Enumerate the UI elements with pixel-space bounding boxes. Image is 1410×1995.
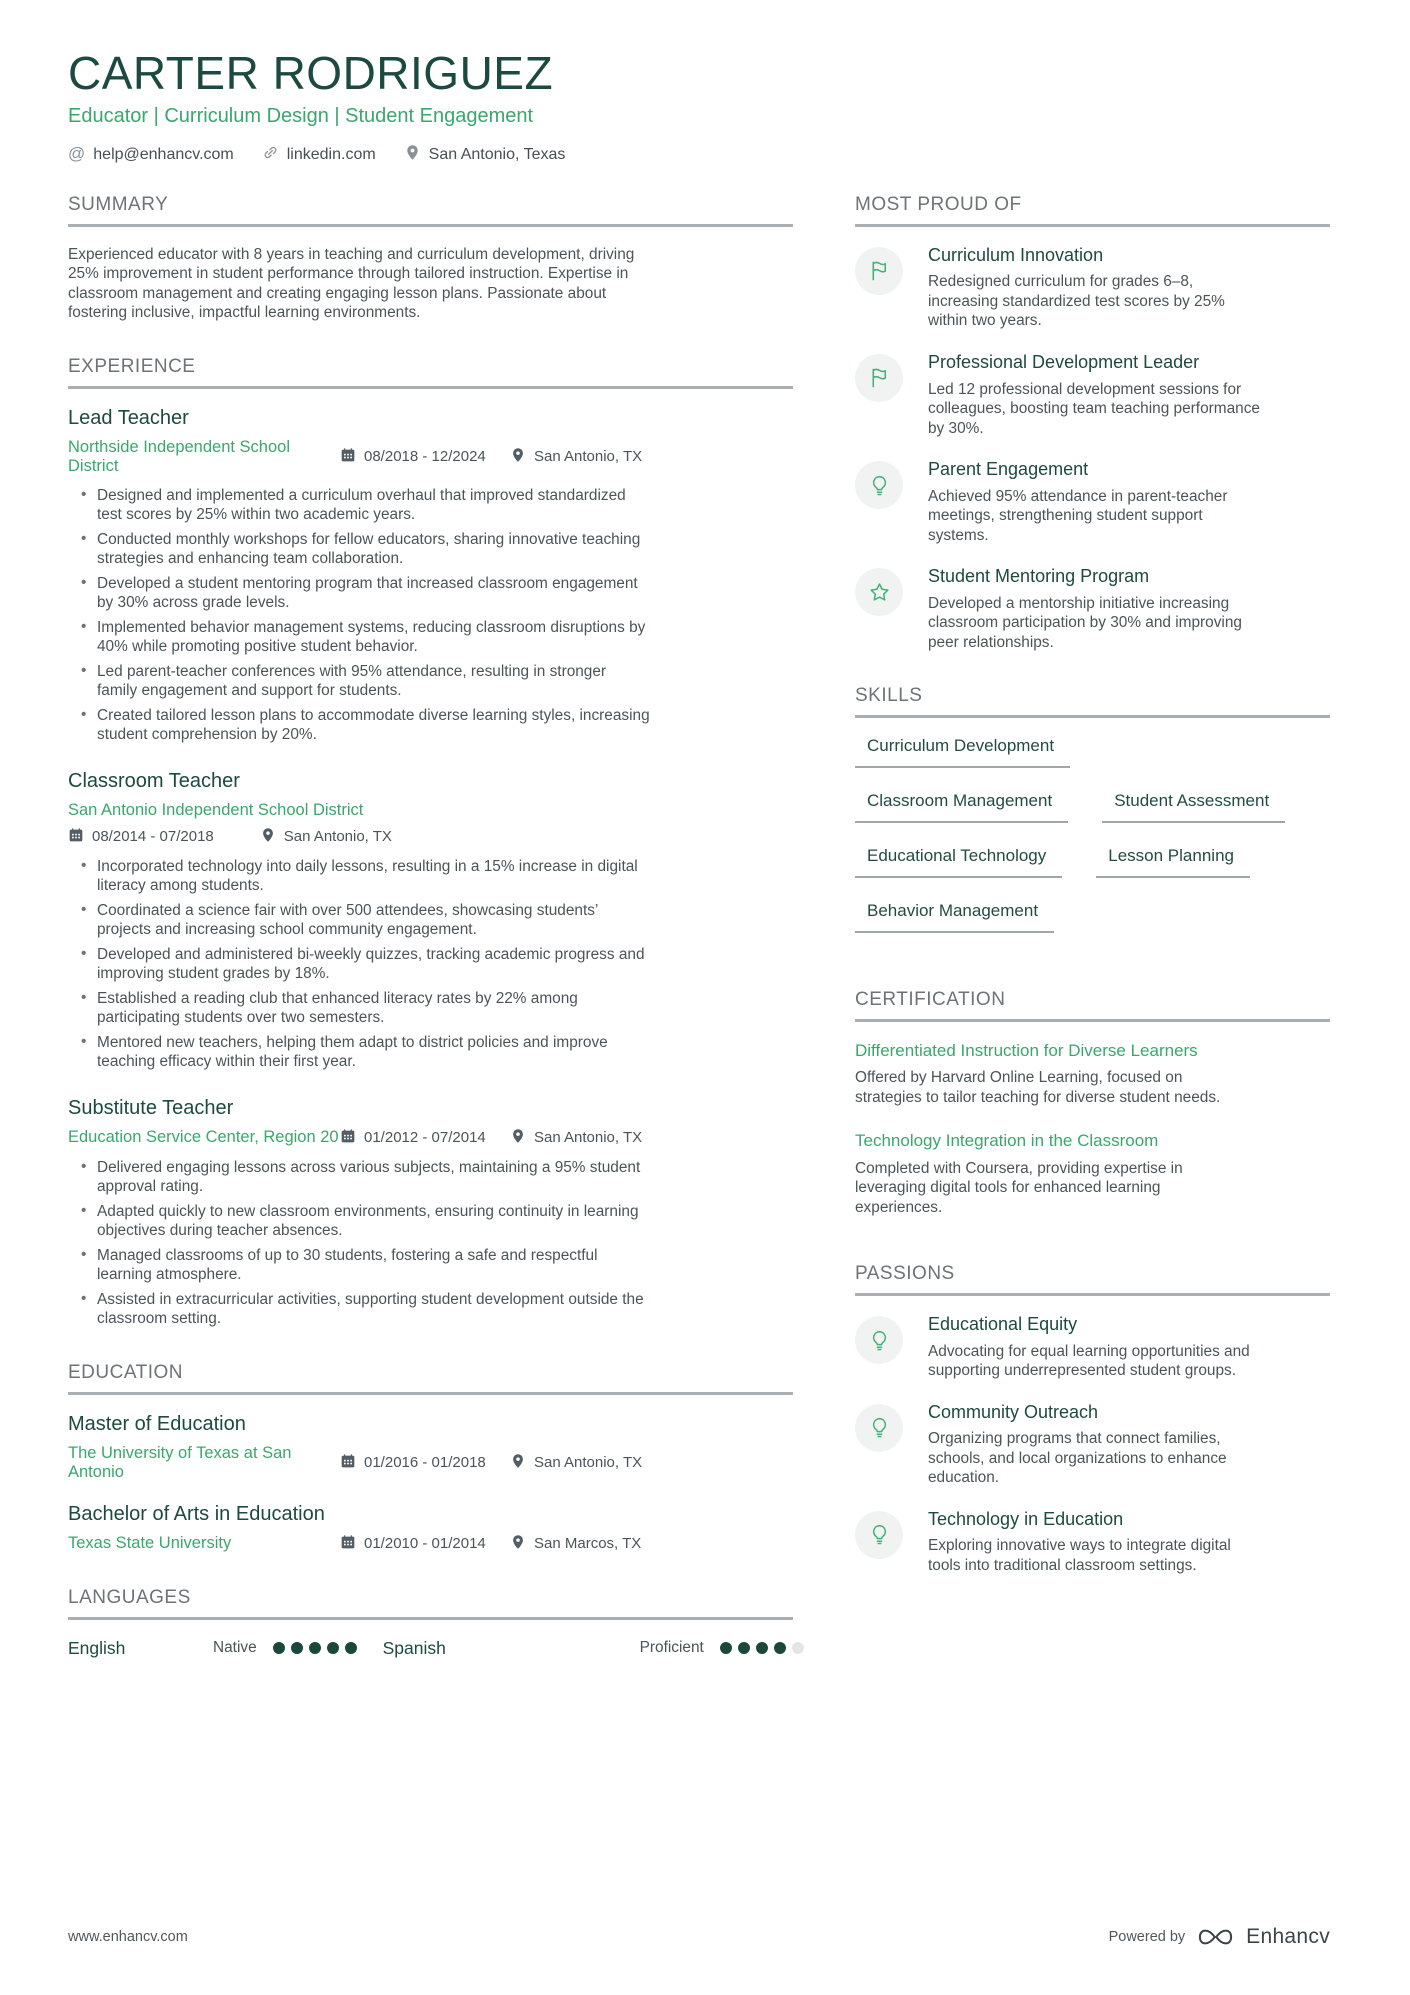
page-footer [68, 1925, 1330, 1949]
enhancv-site-link[interactable]: www.enhancv.com [68, 1929, 188, 1945]
bullet: • Developed and administered bi-weekly quizzes, tracking academic progress and improving student grades by 18%. [68, 945, 650, 984]
job-company: Northside Independent School District [68, 437, 290, 475]
lightbulb-icon [855, 1511, 903, 1559]
certification-section [855, 989, 1330, 1217]
job-dates: 08/2014 - 07/2018 [68, 827, 214, 847]
bullet: • Established a reading club that enhanced literacy rates by 22% among participating students over two semesters. [68, 989, 650, 1028]
passion-item-title: Technology in Education [928, 1508, 1124, 1529]
lightbulb-icon [855, 1316, 903, 1364]
location-text: San Antonio, Texas [428, 145, 566, 163]
language-name: English [68, 1637, 126, 1658]
skill-tag: Lesson Planning [1096, 846, 1250, 878]
job-dates: 08/2018 - 12/2024 [340, 447, 510, 467]
proud-item-text: Developed a mentorship initiative increasing classroom participation by 30% and improving peer relationships. [928, 594, 1242, 651]
location-info [404, 144, 566, 166]
bullet: • Led parent-teacher conferences with 95% attendance, resulting in stronger family engagement and support for students. [68, 662, 650, 701]
bullet: • Delivered engaging lessons across various subjects, maintaining a 95% student approval rating. [68, 1158, 650, 1197]
job-location: San Antonio, TX [260, 827, 392, 847]
degree-dates: 01/2010 - 01/2014 [340, 1534, 510, 1554]
link-icon [262, 144, 279, 166]
bullet: • Developed a student mentoring program that increased classroom engagement by 30% across grade levels. [68, 574, 650, 613]
proud-item-title: Student Mentoring Program [928, 566, 1150, 587]
calendar-icon [340, 447, 356, 467]
email-text: help@enhancv.com [93, 145, 234, 163]
degree-dates: 01/2016 - 01/2018 [340, 1453, 510, 1473]
passion-item-text: Organizing programs that connect families, schools, and local organizations to enhance education. [928, 1430, 1227, 1487]
language-level: Proficient [639, 1639, 704, 1657]
website-link[interactable] [262, 144, 376, 166]
job-location: San Antonio, TX [510, 1128, 648, 1148]
proud-item [855, 566, 1330, 652]
job-bullets [68, 1158, 650, 1329]
proud-item-text: Led 12 professional development sessions for colleagues, boosting team teaching performance by 30%. [928, 380, 1260, 437]
job-title: Lead Teacher [68, 406, 189, 429]
resume-header [68, 47, 1330, 166]
bullet: • Conducted monthly workshops for fellow educators, sharing innovative teaching strategies and enhancing team collaboration. [68, 530, 650, 569]
certification-entry [855, 1040, 1330, 1107]
most-proud-of-section [855, 194, 1330, 652]
job-dates: 01/2012 - 07/2014 [340, 1128, 510, 1148]
degree-school: The University of Texas at San Antonio [68, 1443, 292, 1481]
powered-by-label: Powered by [1108, 1929, 1186, 1945]
summary-section [68, 194, 793, 323]
certification-name: Differentiated Instruction for Diverse Learners [855, 1041, 1198, 1061]
passions-heading: PASSIONS [855, 1263, 1330, 1296]
bullet: • Coordinated a science fair with over 500 attendees, showcasing students’ projects and increasing school community engagement. [68, 901, 650, 940]
job-company: San Antonio Independent School District [68, 800, 364, 819]
language-name: Spanish [382, 1637, 446, 1658]
job-entry [68, 407, 793, 745]
degree-school: Texas State University [68, 1534, 232, 1553]
job-bullets [68, 857, 650, 1072]
calendar-icon [340, 1534, 356, 1554]
job-bullets [68, 486, 650, 745]
job-location: San Antonio, TX [510, 447, 648, 467]
website-text: linkedin.com [286, 145, 376, 163]
languages-heading: LANGUAGES [68, 1587, 793, 1620]
location-icon [260, 827, 276, 847]
degree-title: Bachelor of Arts in Education [68, 1502, 325, 1525]
enhancv-logo-icon[interactable] [1197, 1925, 1234, 1949]
flag-icon [855, 247, 903, 295]
passion-item [855, 1509, 1330, 1576]
passion-item-title: Educational Equity [928, 1314, 1078, 1335]
proud-item [855, 459, 1330, 545]
language-proficiency-dots [273, 1642, 357, 1654]
certification-desc: Completed with Coursera, providing expertise in leveraging digital tools for enhanced learning experiences. [855, 1159, 1183, 1216]
proud-item-title: Professional Development Leader [928, 351, 1200, 372]
bullet: • Mentored new teachers, helping them adapt to district policies and improve teaching efficacy within their first year. [68, 1033, 650, 1072]
flag-icon [855, 354, 903, 402]
bullet: • Designed and implemented a curriculum overhaul that improved standardized test scores by 25% within two academic years. [68, 486, 650, 525]
proud-item [855, 245, 1330, 331]
lightbulb-icon [855, 461, 903, 509]
degree-entry [68, 1503, 793, 1554]
powered-by-group [1109, 1925, 1330, 1949]
skill-tag: Classroom Management [855, 791, 1068, 823]
proud-item-text: Redesigned curriculum for grades 6–8, increasing standardized test scores by 25% within two years. [928, 273, 1225, 330]
language-proficiency-dots [720, 1642, 804, 1654]
job-title: Substitute Teacher [68, 1096, 234, 1119]
star-icon [855, 568, 903, 616]
degree-entry [68, 1413, 793, 1482]
language-entry [68, 1638, 357, 1659]
bullet: • Adapted quickly to new classroom environments, ensuring continuity in learning objectives during teacher absences. [68, 1202, 650, 1241]
skills-section [855, 685, 1330, 933]
candidate-name: CARTER RODRIGUEZ [68, 47, 554, 99]
proud-item-text: Achieved 95% attendance in parent-teacher meetings, strengthening student support systems. [928, 487, 1228, 544]
location-icon [404, 144, 421, 166]
email-icon: @ [68, 144, 86, 164]
lightbulb-icon [855, 1404, 903, 1452]
passion-item [855, 1314, 1330, 1381]
experience-heading: EXPERIENCE [68, 356, 793, 389]
most-proud-of-heading: MOST PROUD OF [855, 194, 1330, 227]
passion-item-text: Exploring innovative ways to integrate digital tools into traditional classroom settings. [928, 1537, 1231, 1574]
language-level: Native [213, 1639, 257, 1657]
contact-row [68, 144, 1330, 166]
location-icon [510, 1128, 526, 1148]
job-company: Education Service Center, Region 20 [68, 1128, 339, 1147]
certification-entry [855, 1130, 1330, 1217]
certification-name: Technology Integration in the Classroom [855, 1131, 1159, 1151]
skills-heading: SKILLS [855, 685, 1330, 718]
education-heading: EDUCATION [68, 1362, 793, 1395]
proud-item-title: Parent Engagement [928, 459, 1089, 480]
location-icon [510, 1453, 526, 1473]
candidate-tagline: Educator | Curriculum Design | Student Engagement [68, 104, 534, 127]
degree-location: San Antonio, TX [510, 1453, 648, 1473]
passions-section [855, 1263, 1330, 1575]
job-title: Classroom Teacher [68, 769, 240, 792]
bullet: • Created tailored lesson plans to accommodate diverse learning styles, increasing student comprehension by 20%. [68, 706, 650, 745]
proud-item [855, 352, 1330, 438]
calendar-icon [340, 1453, 356, 1473]
skill-tag: Behavior Management [855, 901, 1054, 933]
summary-text: Experienced educator with 8 years in teaching and curriculum development, driving 25% improvement in student performance through tailored instruction. Expertise in classroom management and creating engaging lesson plans. Passionate about fostering inclusive, impactful learning environments. [68, 245, 635, 322]
summary-heading: SUMMARY [68, 194, 793, 227]
bullet: • Assisted in extracurricular activities, supporting student development outside the classroom setting. [68, 1290, 650, 1329]
job-entry [68, 770, 793, 1072]
skill-tag: Curriculum Development [855, 736, 1070, 768]
enhancv-brand-text[interactable]: Enhancv [1246, 1925, 1330, 1948]
passion-item-text: Advocating for equal learning opportunities and supporting underrepresented student groups. [928, 1342, 1250, 1380]
passion-item [855, 1402, 1330, 1488]
skill-tag: Student Assessment [1102, 791, 1285, 823]
education-section [68, 1362, 793, 1554]
location-icon [510, 447, 526, 467]
certification-heading: CERTIFICATION [855, 989, 1330, 1022]
proud-item-title: Curriculum Innovation [928, 244, 1104, 265]
language-entry [383, 1638, 804, 1659]
calendar-icon [68, 827, 84, 847]
languages-section [68, 1587, 793, 1659]
experience-section [68, 356, 793, 1329]
location-icon [510, 1534, 526, 1554]
certification-desc: Offered by Harvard Online Learning, focused on strategies to tailor teaching for diverse student needs. [855, 1069, 1221, 1106]
email-link[interactable] [68, 145, 234, 164]
bullet: • Managed classrooms of up to 30 students, fostering a safe and respectful learning atmosphere. [68, 1246, 650, 1285]
job-entry [68, 1097, 793, 1329]
calendar-icon [340, 1128, 356, 1148]
bullet: • Implemented behavior management systems, reducing classroom disruptions by 40% while promoting positive student behavior. [68, 618, 650, 657]
skill-tag: Educational Technology [855, 846, 1062, 878]
passion-item-title: Community Outreach [928, 1401, 1099, 1422]
bullet: • Incorporated technology into daily lessons, resulting in a 15% increase in digital literacy among students. [68, 857, 650, 896]
degree-title: Master of Education [68, 1412, 246, 1435]
degree-location: San Marcos, TX [510, 1534, 648, 1554]
